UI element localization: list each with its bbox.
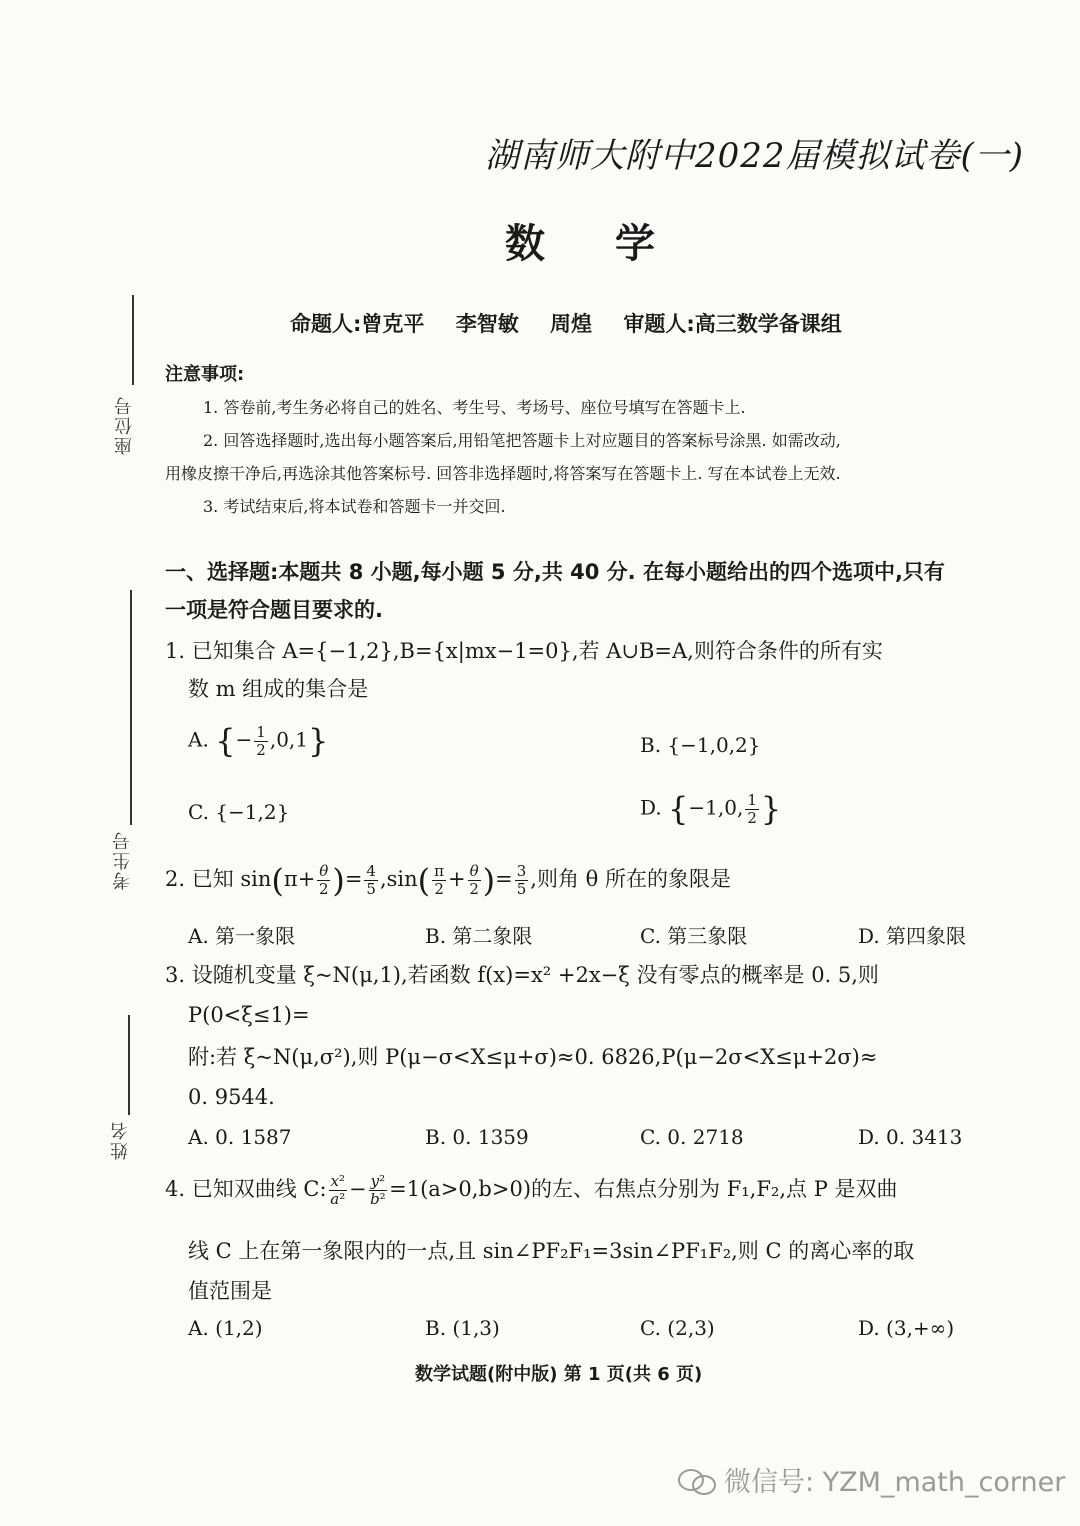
q4-option-a: A. (1,2) <box>188 1316 263 1340</box>
q1-line1: 1. 已知集合 A={−1,2},B={x|mx−1=0},若 A∪B=A,则符合条件的所有实 <box>165 639 883 663</box>
section-line-1: 一、选择题:本题共 8 小题,每小题 5 分,共 40 分. 在每小题给出的四个选项中,只有 <box>165 560 945 584</box>
q4-line1: 4. 已知双曲线 C: $\frac{\text{x²}}{\text{a²}}$ − $\frac{\text{y²}}{\text{b²}}$ =1(a>0,b>0)的左、右焦点分别为 F₁,F₂,点 P 是双曲 <box>165 1172 898 1208</box>
q2-option-c: C. 第三象限 <box>640 924 748 948</box>
reviewer: 审题人:高三数学备课组 <box>623 312 842 336</box>
q3-line1: 3. 设随机变量 ξ~N(μ,1),若函数 f(x)=x² +2x−ξ 没有零点的概率是 0. 5,则 <box>165 963 879 987</box>
notice-item-2-cont: 用橡皮擦干净后,再选涂其他答案标号. 回答非选择题时,将答案写在答题卡上. 写在本试卷上无效. <box>165 464 841 483</box>
q3-option-c: C. 0. 2718 <box>640 1125 744 1149</box>
q2-option-a: A. 第一象限 <box>188 924 296 948</box>
q1-line2: 数 m 组成的集合是 <box>188 677 369 701</box>
q1-option-c: C. {−1,2} <box>188 800 290 824</box>
notice-item-3: 3. 考试结束后,将本试卷和答题卡一并交回. <box>203 497 506 516</box>
name-line <box>128 1015 130 1115</box>
q3-option-d: D. 0. 3413 <box>858 1125 963 1149</box>
q1-d-prefix: D. <box>640 795 662 820</box>
wechat-icon <box>676 1465 716 1495</box>
q3-line3: 附:若 ξ~N(μ,σ²),则 P(μ−σ<X≤μ+σ)≈0. 6826,P(μ−2σ<X≤μ+2σ)≈ <box>188 1045 878 1069</box>
authors <box>290 308 866 338</box>
watermark <box>676 1460 1065 1499</box>
q4-pre: 4. 已知双曲线 C: <box>165 1177 327 1201</box>
watermark-text: 微信号: YZM_math_corner <box>724 1467 1066 1498</box>
exam-no-line <box>130 590 132 825</box>
subject-title: 数学 <box>505 221 725 267</box>
q2-pre: 2. 已知 sin <box>165 867 272 891</box>
q4-line3: 值范围是 <box>188 1279 272 1303</box>
q3-option-a: A. 0. 1587 <box>188 1125 292 1149</box>
fraction: $\frac{1}{2}$ <box>256 722 266 759</box>
page-footer: 数学试题(附中版) 第 1 页(共 6 页) <box>415 1364 703 1385</box>
q1-option-d: D. {−1,0, $\frac{1}{2}$ } <box>640 790 782 828</box>
q2-stem: 2. 已知 sin(π+ $\frac{\theta}{2}$ )= $\frac{4}{5}$ ,sin( $\frac{\pi}{2}$ + $\frac{\theta}{2}$ )= $\frac{3}{5}$ ,则角 θ 所在的象限是 <box>165 861 731 900</box>
q4-line2: 线 C 上在第一象限内的一点,且 sin∠PF₂F₁=3sin∠PF₁F₂,则 C 的离心率的取 <box>188 1239 915 1263</box>
author-2: 李智敏 <box>455 312 519 336</box>
exam-title: 湖南师大附中2022届模拟试卷(一) <box>485 136 1025 176</box>
q4-option-c: C. (2,3) <box>640 1316 715 1340</box>
q3-line2: P(0<ξ≤1)= <box>188 1003 310 1027</box>
q2-post: ,则角 θ 所在的象限是 <box>530 867 731 891</box>
q2-option-d: D. 第四象限 <box>858 924 967 948</box>
notice-heading: 注意事项: <box>165 364 245 385</box>
q1-a-prefix: A. <box>188 727 209 752</box>
seat-label: 座位号 <box>114 395 135 455</box>
q3-line4: 0. 9544. <box>188 1085 275 1109</box>
section-heading <box>165 553 1025 629</box>
section-line-2: 一项是符合题目要求的. <box>165 598 383 622</box>
author-3: 周煌 <box>550 312 593 336</box>
fraction: $\frac{1}{2}$ <box>747 790 757 827</box>
q4-option-d: D. (3,+∞) <box>858 1316 955 1340</box>
q1-option-a: A. {− $\frac{1}{2}$ ,0,1} <box>188 722 329 760</box>
q2-option-b: B. 第二象限 <box>425 924 533 948</box>
q4-option-b: B. (1,3) <box>425 1316 500 1340</box>
q3-option-b: B. 0. 1359 <box>425 1125 529 1149</box>
q2-mid: ,sin <box>379 867 418 891</box>
seat-line <box>132 295 134 385</box>
notice-item-2: 2. 回答选择题时,选出每小题答案后,用铅笔把答题卡上对应题目的答案标号涂黑. 如需改动, <box>203 431 841 450</box>
exam-no-label: 考生号 <box>112 830 133 890</box>
q4-post: =1(a>0,b>0)的左、右焦点分别为 F₁,F₂,点 P 是双曲 <box>389 1177 898 1201</box>
q1-d-rest: −1,0, <box>688 795 744 820</box>
notice-item-1: 1. 答卷前,考生务必将自己的姓名、考生号、考场号、座位号填写在答题卡上. <box>203 398 746 417</box>
author-1: 命题人:曾克平 <box>290 312 425 336</box>
q1-a-rest: ,0,1 <box>269 727 309 752</box>
q1-option-b: B. {−1,0,2} <box>640 733 761 757</box>
name-label: 姓名 <box>110 1120 131 1160</box>
